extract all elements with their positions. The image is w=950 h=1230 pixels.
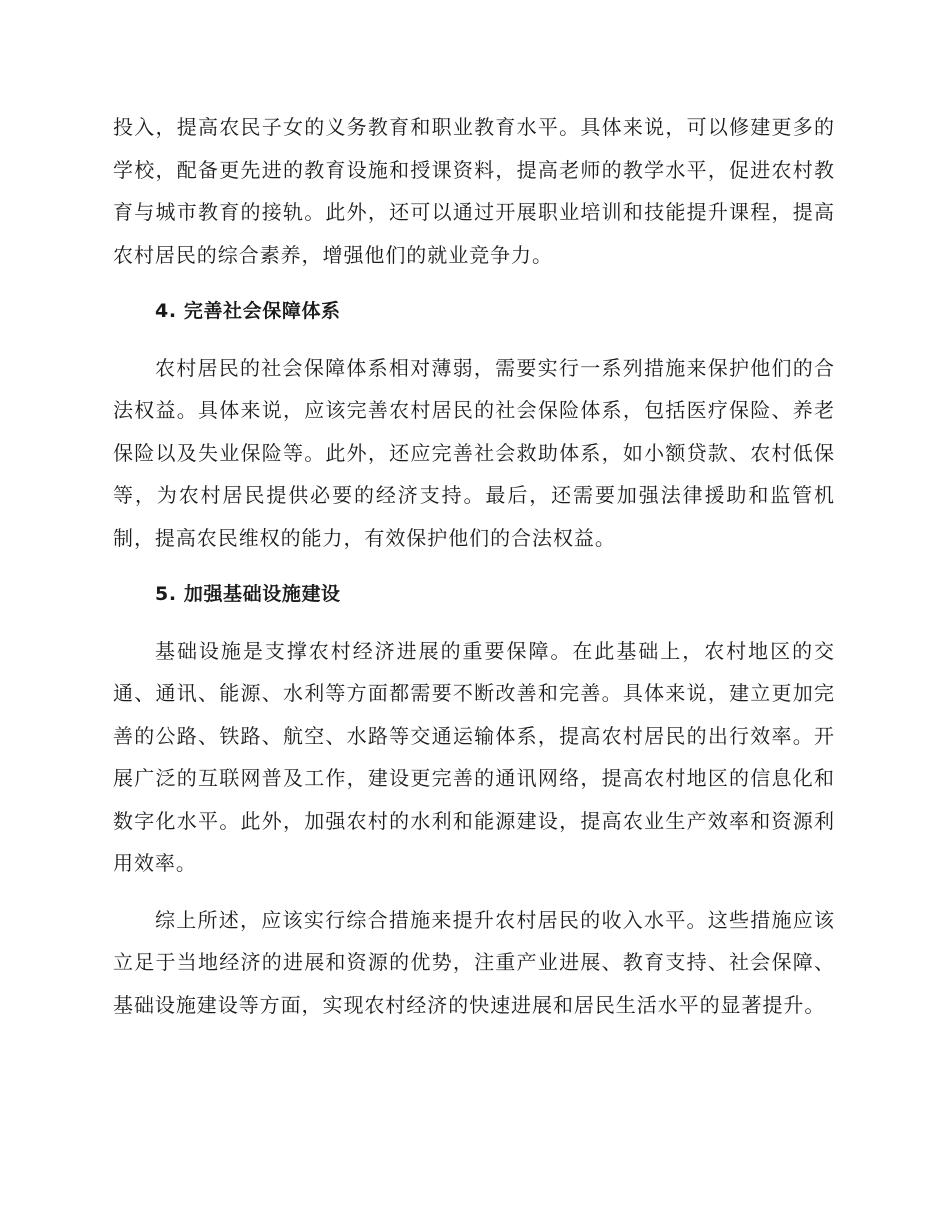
paragraph-infrastructure: 基础设施是支撑农村经济进展的重要保障。在此基础上，农村地区的交通、通讯、能源、水利等方面都需要不断改善和完善。具体来说，建立更加完善的公路、铁路、航空、水路等交通运输体系，提高农村居民的出行效率。开展广泛的互联网普及工作，建设更完善的通讯网络，提高农村地区的信息化和数字化水平。此外，加强农村的水利和能源建设，提高农业生产效率和资源利用效率。 — [113, 638, 835, 875]
section-heading-infrastructure: 5. 加强基础设施建设 — [155, 583, 341, 605]
paragraph-education-continued: 投入，提高农民子女的义务教育和职业教育水平。具体来说，可以修建更多的学校，配备更先进的教育设施和授课资料，提高老师的教学水平，促进农村教育与城市教育的接轨。此外，还可以通过开展职业培训和技能提升课程，提高农村居民的综合素养，增强他们的就业竞争力。 — [113, 115, 835, 267]
document-body — [113, 106, 835, 1026]
paragraph-social-security: 农村居民的社会保障体系相对薄弱，需要实行一系列措施来保护他们的合法权益。具体来说，应该完善农村居民的社会保险体系，包括医疗保险、养老保险以及失业保险等。此外，还应完善社会救助体系，如小额贷款、农村低保等，为农村居民提供必要的经济支持。最后，还需要加强法律援助和监管机制，提高农民维权的能力，有效保护他们的合法权益。 — [113, 355, 835, 550]
paragraph-conclusion: 综上所述，应该实行综合措施来提升农村居民的收入水平。这些措施应该立足于当地经济的进展和资源的优势，注重产业进展、教育支持、社会保障、基础设施建设等方面，实现农村经济的快速进展和居民生活水平的显著提升。 — [113, 907, 835, 1017]
section-heading-social-security: 4. 完善社会保障体系 — [155, 300, 341, 322]
